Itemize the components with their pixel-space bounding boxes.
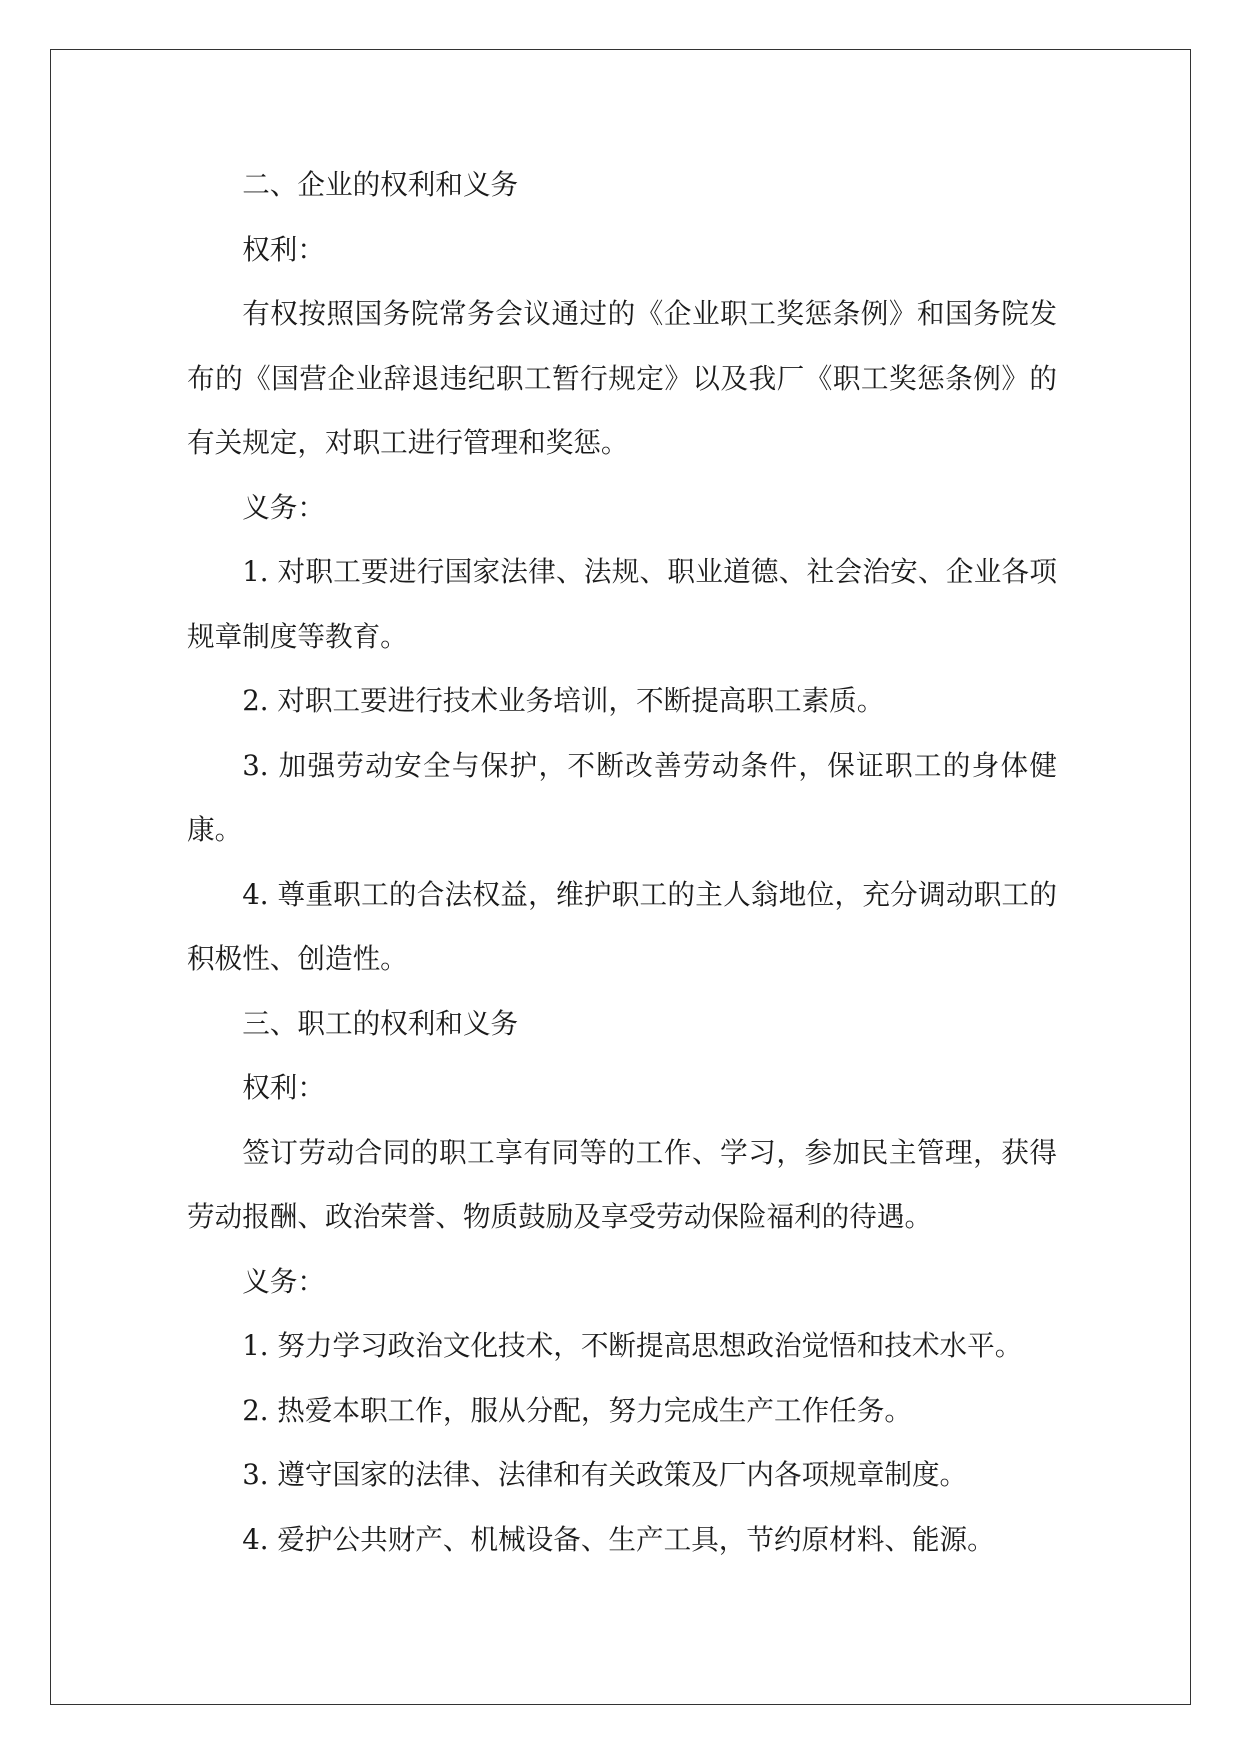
enterprise-duty-item: 3. 加强劳动安全与保护，不断改善劳动条件，保证职工的身体健康。 <box>187 748 1057 846</box>
enterprise-duty-item: 4. 尊重职工的合法权益，维护职工的主人翁地位，充分调动职工的积极性、创造性。 <box>187 877 1057 975</box>
document-body <box>187 153 1057 1572</box>
enterprise-duty-item: 1. 对职工要进行国家法律、法规、职业道德、社会治安、企业各项规章制度等教育。 <box>187 555 1057 653</box>
duties-label: 义务： <box>242 490 325 524</box>
employee-duty-item: 4. 爱护公共财产、机械设备、生产工具，节约原材料、能源。 <box>242 1522 995 1556</box>
duties-label: 义务： <box>242 1264 325 1298</box>
rights-label: 权利： <box>242 1071 325 1104</box>
employee-duty-item: 3. 遵守国家的法律、法律和有关政策及厂内各项规章制度。 <box>242 1458 968 1491</box>
employee-duty-item: 2. 热爱本职工作，服从分配，努力完成生产工作任务。 <box>242 1393 912 1427</box>
section-heading-employee: 三、职工的权利和义务 <box>242 1006 519 1040</box>
employee-duty-item: 1. 努力学习政治文化技术，不断提高思想政治觉悟和技术水平。 <box>242 1329 1023 1362</box>
employee-rights-paragraph: 签订劳动合同的职工享有同等的工作、学习，参加民主管理，获得劳动报酬、政治荣誉、物质鼓励及享受劳动保险福利的待遇。 <box>187 1135 1057 1233</box>
section-heading-enterprise: 二、企业的权利和义务 <box>242 168 519 201</box>
enterprise-rights-paragraph: 有权按照国务院常务会议通过的《企业职工奖惩条例》和国务院发布的《国营企业辞退违纪职工暂行规定》以及我厂《职工奖惩条例》的有关规定，对职工进行管理和奖惩。 <box>187 297 1057 459</box>
enterprise-duty-item: 2. 对职工要进行技术业务培训，不断提高职工素质。 <box>242 684 885 717</box>
rights-label: 权利： <box>242 232 325 266</box>
